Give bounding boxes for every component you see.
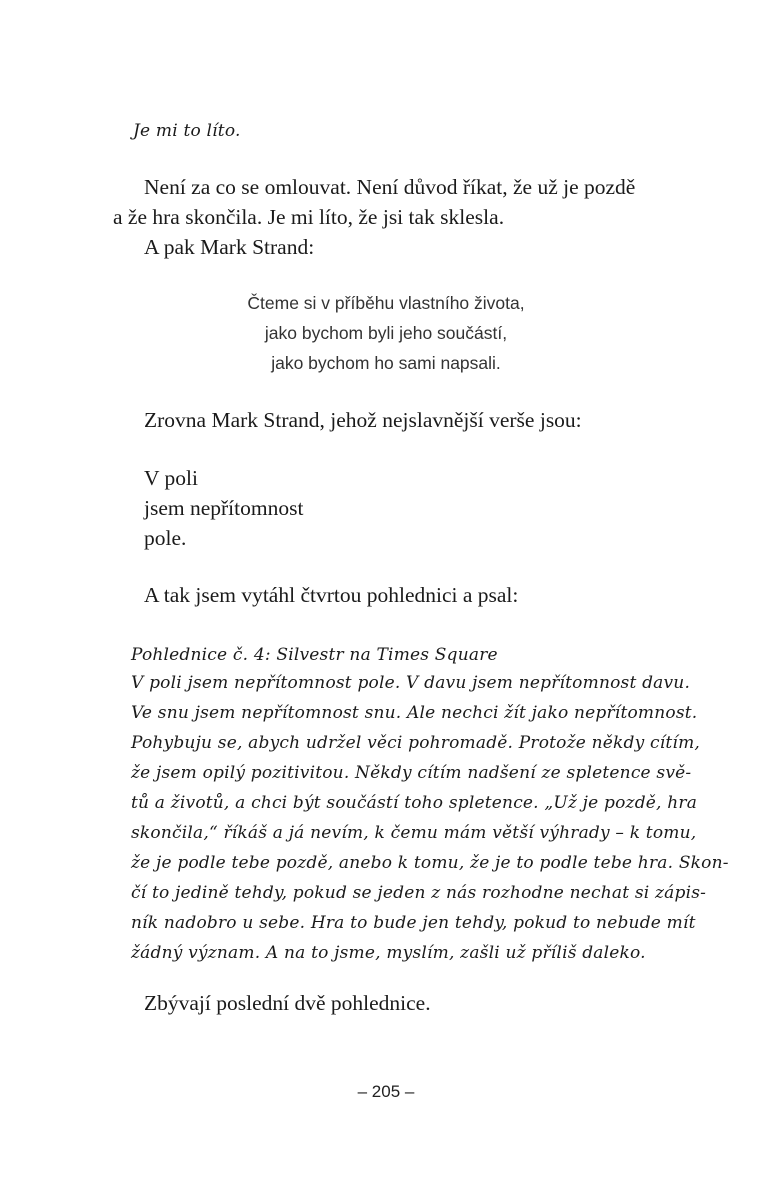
postcard-line: skončila,“ říkáš a já nevím, k čemu mám větší výhrady – k tomu, (131, 823, 697, 843)
postcard-line: čí to jedině tehdy, pokud se jeden z nás rozhodne nechat si zápis- (131, 883, 707, 903)
paragraph-4: A tak jsem vytáhl čtvrtou pohlednici a psal: (144, 583, 519, 607)
postcard-line: Ve snu jsem nepřítomnost snu. Ale nechci žít jako nepřítomnost. (131, 703, 698, 723)
postcard-line: tů a životů, a chci být součástí toho spletence. „Už je pozdě, hra (131, 793, 698, 813)
postcard-line: Pohybuju se, abych udržel věci pohromadě. Protože někdy cítím, (131, 733, 700, 753)
postcard-line: že jsem opilý pozitivitou. Někdy cítím nadšení ze spletence svě- (131, 763, 692, 783)
postcard-line: žádný význam. A na to jsme, myslím, zašli už příliš daleko. (131, 943, 646, 963)
strand-quote (0, 288, 772, 378)
paragraph-2: A pak Mark Strand: (144, 235, 315, 259)
poem-line: jsem nepřítomnost (144, 496, 304, 520)
quote-line: Čteme si v příběhu vlastního života, (247, 293, 525, 313)
paragraph-1-line-2: a že hra skončila. Je mi líto, že jsi tak sklesla. (113, 205, 505, 229)
paragraph-1-line-1: Není za co se omlouvat. Není důvod říkat, že už je pozdě (144, 175, 636, 199)
paragraph-5: Zbývají poslední dvě pohlednice. (144, 991, 431, 1015)
strand-poem (144, 463, 303, 553)
page-number: – 205 – (357, 1082, 415, 1101)
paragraph-3: Zrovna Mark Strand, jehož nejslavnější verše jsou: (144, 408, 582, 432)
poem-line: V poli (144, 466, 198, 490)
poem-line: pole. (144, 526, 187, 550)
postcard-line: že je podle tebe pozdě, anebo k tomu, že je to podle tebe hra. Skon- (131, 853, 729, 873)
opening-line: Je mi to líto. (133, 121, 241, 141)
quote-line: jako bychom byli jeho součástí, (264, 323, 508, 343)
postcard-text (131, 668, 729, 968)
postcard-line: V poli jsem nepřítomnost pole. V davu jsem nepřítomnost davu. (131, 673, 691, 693)
quote-line: jako bychom ho sami napsali. (271, 353, 501, 373)
postcard-line: ník nadobro u sebe. Hra to bude jen tehdy, pokud to nebude mít (131, 913, 696, 933)
postcard-title: Pohlednice č. 4: Silvestr na Times Square (131, 645, 498, 665)
